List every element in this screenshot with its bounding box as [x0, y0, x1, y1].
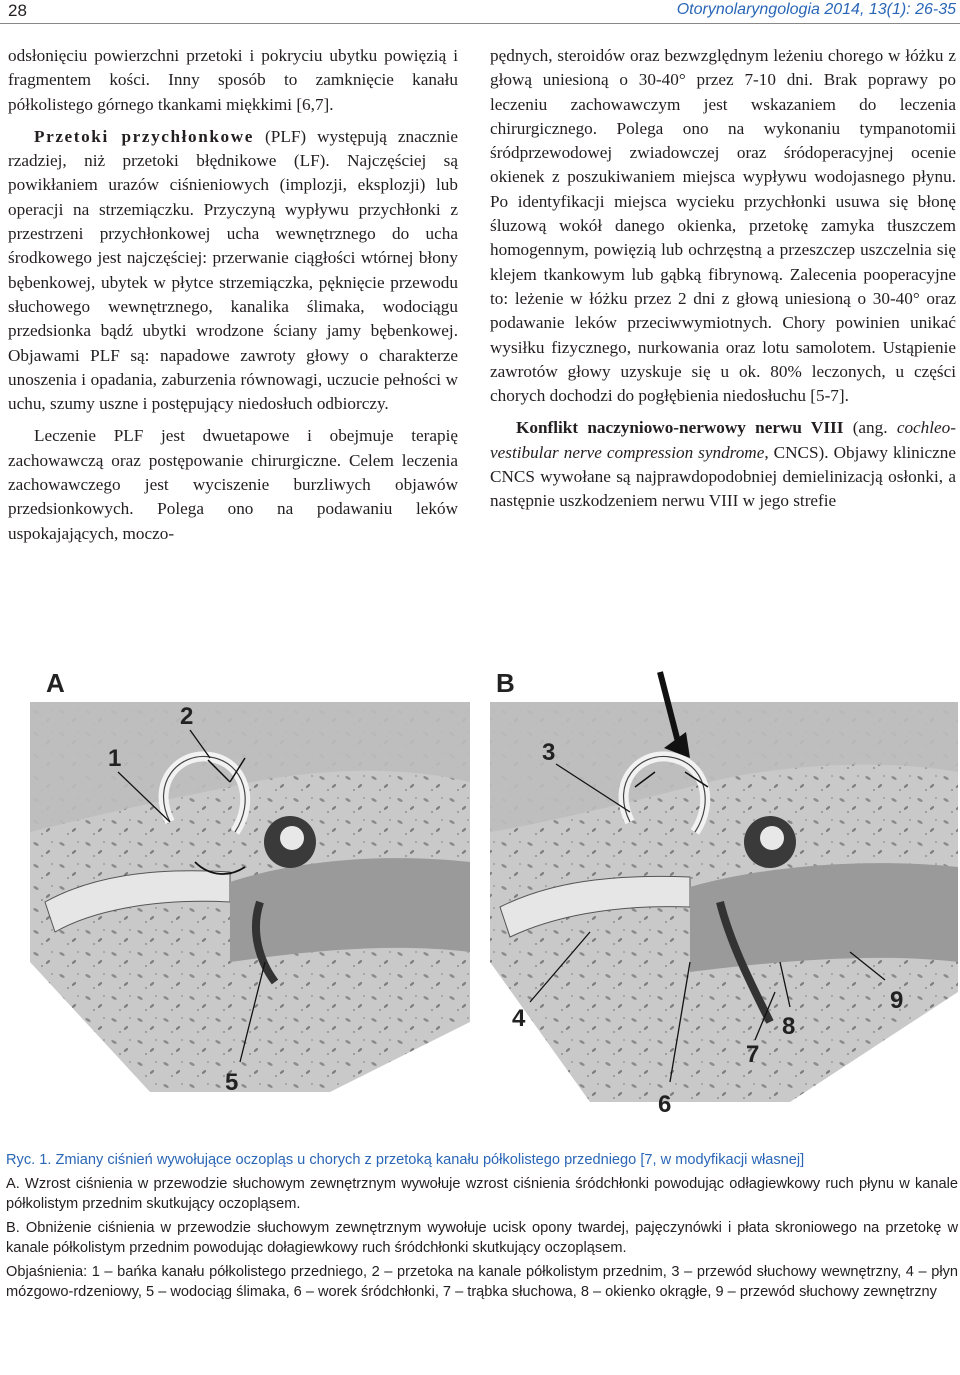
caption-a: A. Wzrost ciśnienia w przewodzie słuchowym zewnętrznym wywołuje wzrost ciśnienia śródchłonki powodując odłagiewkowy ruch płynu w kanale półkolistym przednim skutkujący oczopląsem.: [6, 1176, 958, 1212]
label-5: 5: [225, 1069, 239, 1096]
caption-legend: Objaśnienia: 1 – bańka kanału półkolistego przedniego, 2 – przetoka na kanale półkolistym przednim, 3 – przewód słuchowy wewnętrzny, 4 – płyn mózgowo-rdzeniowy, 5 – wodociąg ślimaka, 6 – worek śródchłonki, 7 – trąbka słuchowa, 8 – okienko okrągłe, 9 – przewód słuchowy zewnętrzny: [6, 1264, 958, 1300]
label-4: 4: [512, 1005, 526, 1032]
right-column: [490, 44, 956, 522]
panel-a: [30, 668, 470, 1096]
caption-title: Ryc. 1. Zmiany ciśnień wywołujące oczopląs u chorych z przetoką kanału półkolistego przedniego [7, w modyfikacji własnej]: [6, 1152, 805, 1168]
page-header: [0, 0, 960, 24]
page-number: 28: [8, 1, 27, 20]
label-1: 1: [108, 745, 122, 772]
label-3: 3: [542, 739, 556, 766]
left-paragraph-3: Leczenie PLF jest dwuetapowe i obejmuje terapię zachowawczą oraz postępowanie chirurgiczne. Celem leczenia zachowawczego jest wyciszenie burzliwych objawów przedsionkowych. Polega ono na podawaniu leków uspokajających, moczo-: [8, 426, 458, 543]
left-paragraph-1: odsłonięciu powierzchni przetoki i pokryciu ubytku powięzią i fragmentem kości. Inny sposób to zamknięcie kanału półkolistego górnego tkankami miękkimi [6,7].: [8, 46, 458, 114]
panel-a-external-canal: [230, 858, 470, 962]
right-paragraph-1: pędnych, steroidów oraz bezwzględnym leżeniu chorego w łóżku z głową uniesioną o 30-40° przez 7-10 dni. Brak poprawy po leczeniu zachowawczym jest wskazaniem do leczenia chirurgicznego. Polega ono na wykonaniu tympanotomii śródprzewodowej zwiadowczej oraz śródoperacyjnej ocenie okienek z poszukiwaniem miejsca wypływu wodojasnego płynu. Po identyfikacji miejsca wycieku przychłonki usuwa się błonę śluzową wokół danego okienka, przetokę zamyka tłuszczem homogennym, powięzią lub ochrzęstną a przeszczep uszczelnia się klejem tkankowym lub gąbką fibrynową. Zalecenia pooperacyjne to: leżenie w łóżku przez 2 dni z głową uniesioną o 30-40° oraz podawanie leków przeciwwymiotnych. Chory powinien unikać wysiłku fizycznego, nurkowania oraz lotu samolotem. Ustąpienie zawrotów głowy uzyskuje się u ok. 80% leczonych, u części chorych dochodzi do pogłębienia niedosłuchu [5-7].: [490, 46, 956, 406]
right-paragraph-2-a: (ang.: [843, 418, 897, 438]
panel-a-ossicle: [280, 826, 304, 850]
section-heading-cncs: Konflikt naczyniowo-nerwowy nerwu VIII: [516, 418, 844, 438]
label-7: 7: [746, 1041, 760, 1068]
section-heading-plf: Przetoki przychłonkowe: [34, 126, 254, 146]
panel-a-label: A: [46, 668, 65, 698]
ear-anatomy-figure: [30, 662, 958, 1130]
right-paragraph-2: [490, 416, 956, 513]
right-paragraph-2-term: cochleo-vestibular nerve compression syndrome: [490, 418, 956, 462]
panel-b-external-canal: [690, 863, 958, 972]
label-6: 6: [658, 1091, 672, 1118]
left-paragraph-2: [8, 125, 458, 417]
panel-b-ossicle: [760, 826, 784, 850]
panel-b-label: B: [496, 668, 515, 698]
left-column: [8, 44, 458, 554]
figure-caption: [6, 1150, 958, 1306]
label-8: 8: [782, 1013, 796, 1040]
caption-b: B. Obniżenie ciśnienia w przewodzie słuchowym zewnętrznym wywołuje ucisk opony twardej, pajęczynówki i płata skroniowego na przetokę w kanale półkolistym przednim powodując dołagiewkowy ruch śródchłonki skutkujący oczopląsem.: [6, 1220, 958, 1256]
label-9: 9: [890, 987, 904, 1014]
panel-b: [490, 668, 958, 1118]
header-rule: [0, 23, 960, 24]
figure-illustration: [30, 662, 958, 1130]
journal-citation: Otorynolaryngologia 2014, 13(1): 26-35: [676, 1, 956, 18]
left-paragraph-2-body: (PLF) występują znacznie rzadziej, niż przetoki błędnikowe (LF). Najczęściej są powikłaniem urazów ciśnieniowych (implozji, eksplozji) lub operacji na strzemiączku. Przyczyną wypływu przychłonki z przestrzeni przychłonkowej ucha wewnętrznego do ucha środkowego jest najczęściej: przerwanie ciągłości wtórnej błony bębenkowej, ubytek w płytce strzemiączka, pęknięcie przewodu słuchowego wewnętrznego, kanalika ślimaka, wodociągu przedsionka bądź ubytki wrodzone ściany jamy bębenkowej. Objawami PLF są: napadowe zawroty głowy o charakterze unoszenia i opadania, zaburzenia równowagi, uczucie pełności w uchu, szumy uszne i postępujący niedosłuch odbiorczy.: [8, 126, 458, 414]
label-2: 2: [180, 703, 194, 730]
right-paragraph-2-b: , CNCS). Objawy kliniczne CNCS wywołane są najprawdopodobniej demielinizacją osłonki, a następnie uszkodzeniem nerwu VIII w jego strefie: [490, 442, 956, 511]
